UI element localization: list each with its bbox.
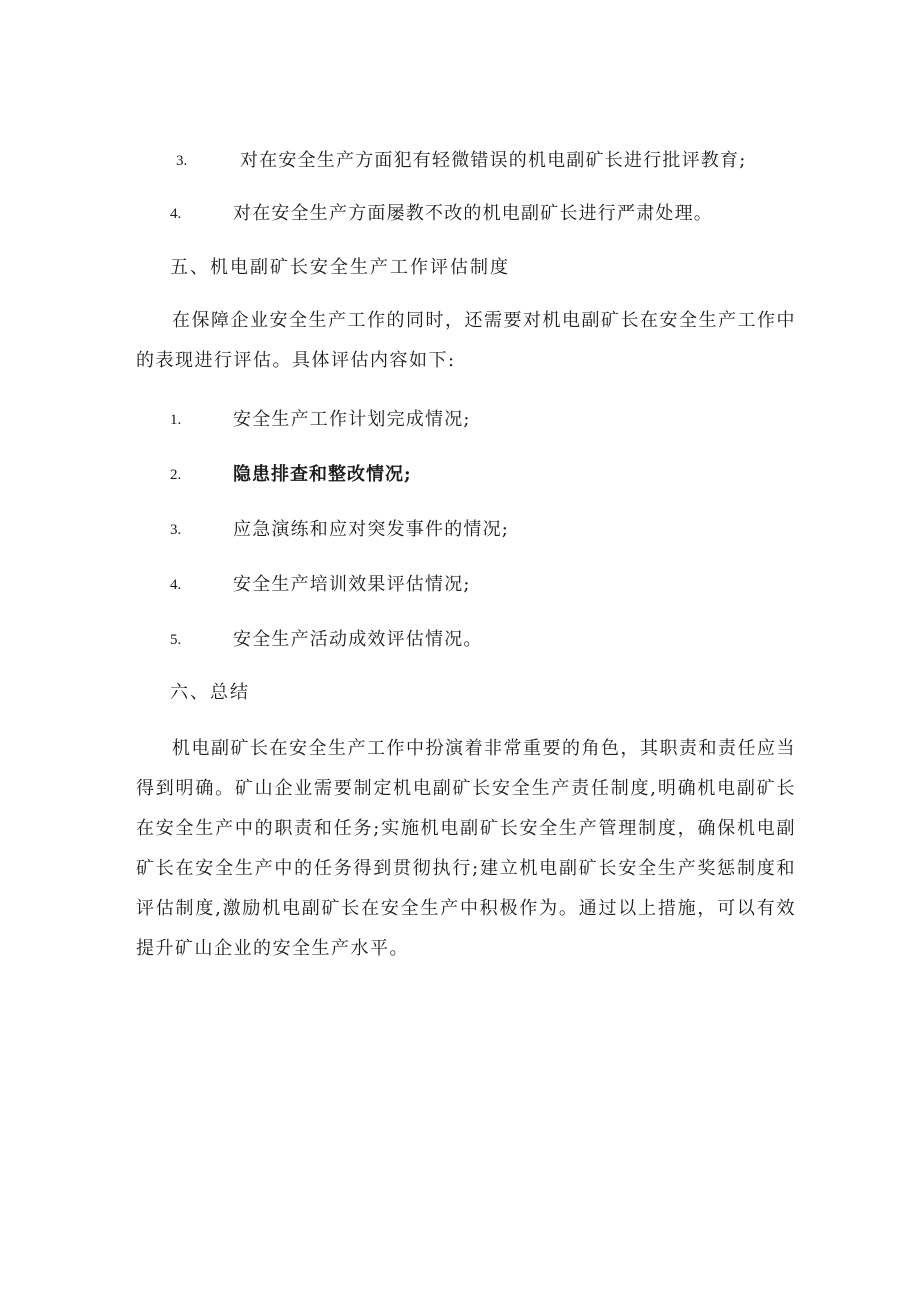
list-item [0,405,920,435]
list-item-number: 3. [170,522,182,538]
list-item [0,460,920,490]
list-item-text: 安全生产培训效果评估情况; [233,574,471,595]
list-item-text: 对在安全生产方面屡教不改的机电副矿长进行严肃处理。 [233,203,713,224]
list-item-text: 应急演练和应对突发事件的情况; [233,519,510,540]
section-6-body: 机电副矿长在安全生产工作中扮演着非常重要的角色，其职责和责任应当得到明确。矿山企业需要制定机电副矿长安全生产责任制度,明确机电副矿长在安全生产中的职责和任务;实施机电副矿长安全生产管理制度，确保机电副矿长在安全生产中的任务得到贯彻执行;建立机电副矿长安全生产奖惩制度和评估制度,激励机电副矿长在安全生产中积极作为。通过以上措施，可以有效提升矿山企业的安全生产水平。 [136,738,796,959]
list-item-text: 对在安全生产方面犯有轻微错误的机电副矿长进行批评教育; [240,150,747,171]
list-item-text: 安全生产活动成效评估情况。 [233,629,483,650]
section-heading-5: 五、机电副矿长安全生产工作评估制度 [170,257,510,278]
list-item [0,146,920,176]
list-item-number: 2. [170,467,182,483]
list-item-number: 4. [170,206,182,222]
list-item-number: 3. [176,153,188,169]
section-heading-6: 六、总结 [170,682,250,703]
section-5-intro: 在保障企业安全生产工作的同时，还需要对机电副矿长在安全生产工作中的表现进行评估。具体评估内容如下: [136,310,796,371]
list-item-text: 隐患排查和整改情况; [233,464,412,485]
list-item [0,570,920,600]
list-item-number: 1. [170,412,182,428]
list-item-text: 安全生产工作计划完成情况; [233,409,471,430]
list-item [0,515,920,545]
list-item-number: 4. [170,577,182,593]
list-item [0,625,920,655]
list-item [0,199,920,229]
list-item-number: 5. [170,632,182,648]
